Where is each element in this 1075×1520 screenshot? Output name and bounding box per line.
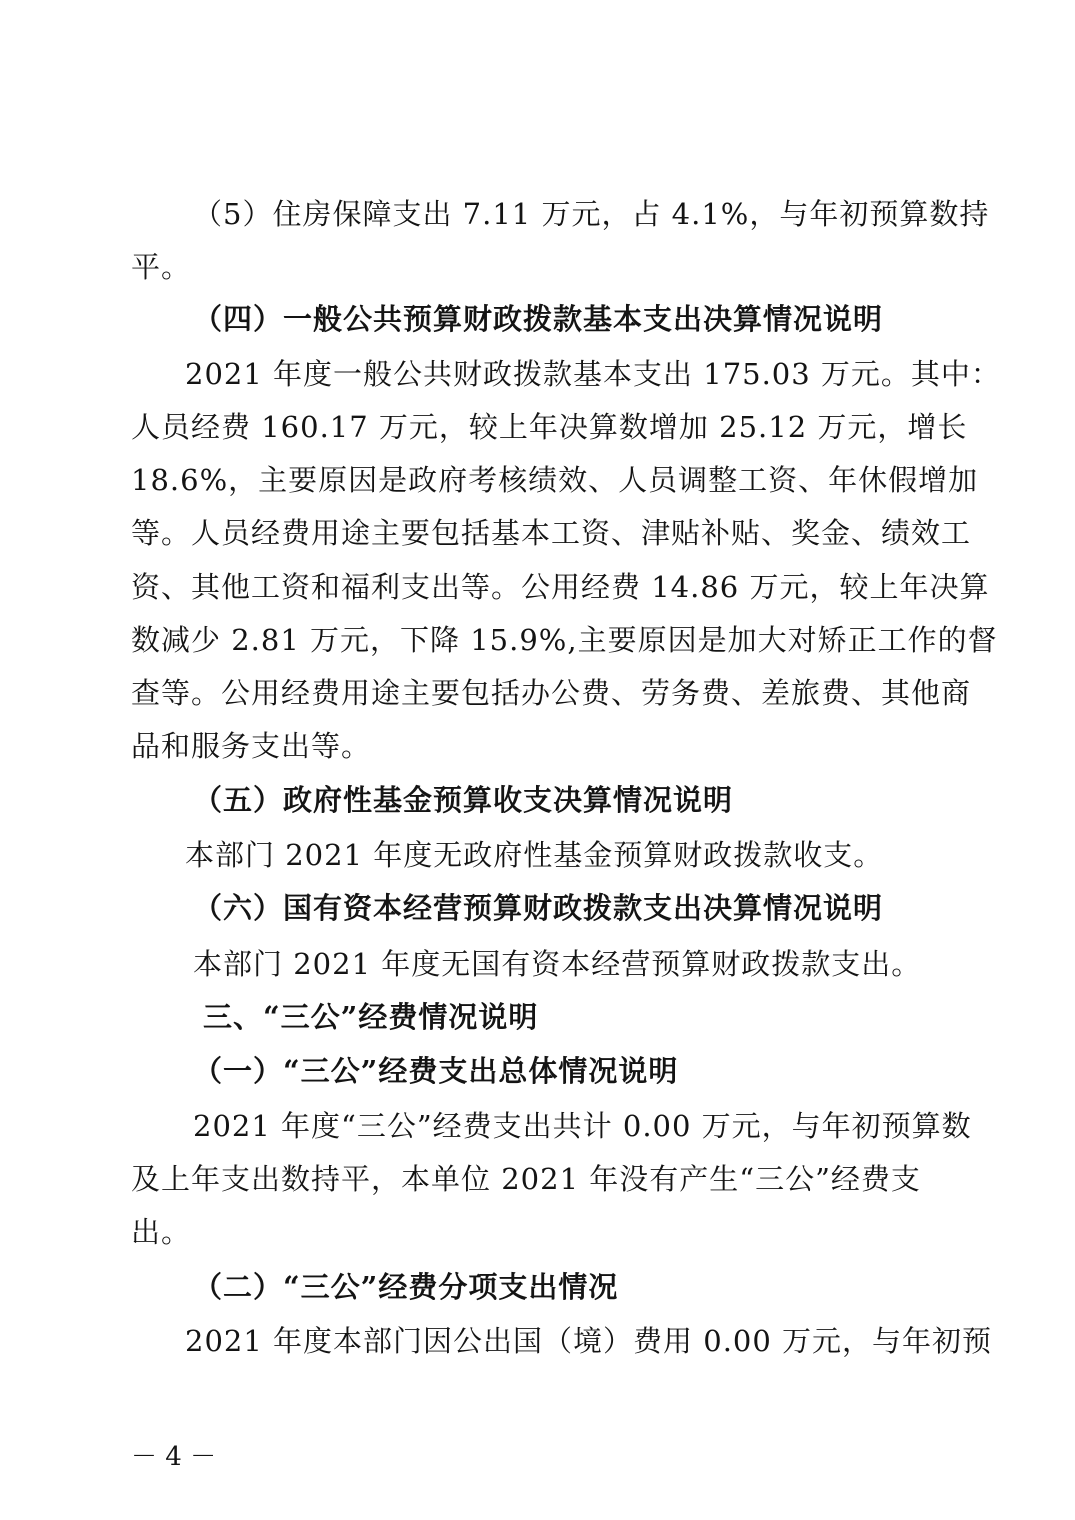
item-housing-expense: （5）住房保障支出 7.11 万元，占 4.1%，与年初预算数持 (193, 197, 990, 231)
paragraph-line: 品和服务支出等。 (131, 729, 372, 763)
paragraph-line: 等。人员经费用途主要包括基本工资、津贴补贴、奖金、绩效工 (131, 516, 972, 550)
paragraph-line: 数减少 2.81 万元，下降 15.9%,主要原因是加大对矫正工作的督 (131, 623, 998, 657)
paragraph-line: 出。 (131, 1215, 192, 1249)
paragraph-line: 查等。公用经费用途主要包括办公费、劳务费、差旅费、其他商 (131, 676, 972, 710)
paragraph-line: 本部门 2021 年度无国有资本经营预算财政拨款支出。 (193, 947, 922, 981)
paragraph-line: 2021 年度一般公共财政拨款基本支出 175.03 万元。其中： (185, 357, 1001, 391)
section-heading-gov-fund: （五）政府性基金预算收支决算情况说明 (193, 783, 734, 817)
chapter-heading-three-public: 三、“三公”经费情况说明 (203, 1000, 539, 1034)
page-number: － 4 － (131, 1442, 217, 1472)
paragraph-line: 18.6%，主要原因是政府考核绩效、人员调整工资、年休假增加 (131, 463, 979, 497)
paragraph-line: 2021 年度本部门因公出国（境）费用 0.00 万元，与年初预 (185, 1324, 993, 1358)
paragraph-line: 人员经费 160.17 万元，较上年决算数增加 25.12 万元，增长 (131, 410, 968, 444)
paragraph-line: 本部门 2021 年度无政府性基金预算财政拨款收支。 (185, 838, 884, 872)
section-heading-state-capital: （六）国有资本经营预算财政拨款支出决算情况说明 (193, 891, 884, 925)
paragraph-line: 2021 年度“三公”经费支出共计 0.00 万元，与年初预算数 (193, 1109, 972, 1143)
section-heading-itemized: （二）“三公”经费分项支出情况 (193, 1270, 619, 1304)
section-heading-basic-expense: （四）一般公共预算财政拨款基本支出决算情况说明 (193, 302, 884, 336)
paragraph-line: 及上年支出数持平，本单位 2021 年没有产生“三公”经费支 (131, 1162, 921, 1196)
paragraph-line: 资、其他工资和福利支出等。公用经费 14.86 万元，较上年决算 (131, 570, 990, 604)
item-housing-expense-cont: 平。 (131, 250, 192, 284)
section-heading-overall: （一）“三公”经费支出总体情况说明 (193, 1054, 679, 1088)
